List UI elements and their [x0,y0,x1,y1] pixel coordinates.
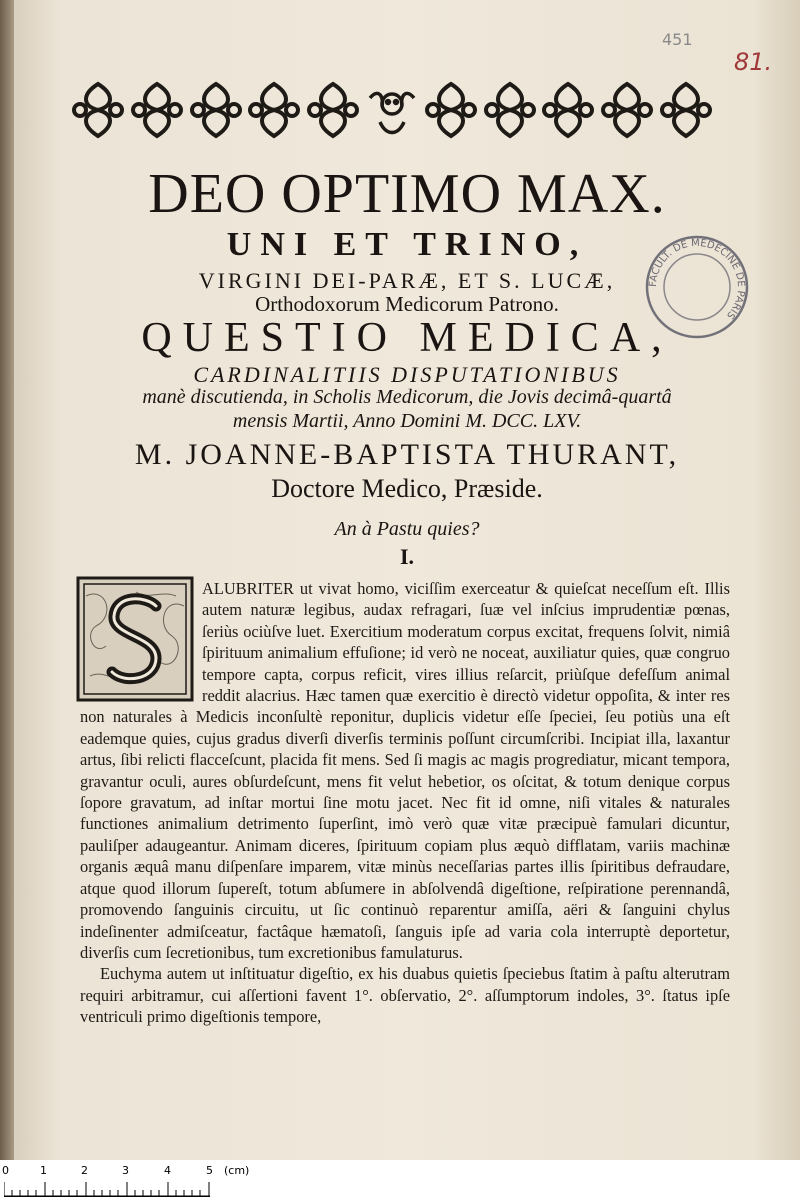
dedication-line-3: VIRGINI DEI-PARÆ, ET S. LUCÆ, [198,268,616,293]
scale-tick-label: 5 [206,1164,213,1177]
scale-tick-label: 0 [2,1164,9,1177]
praeses-name: M. JOANNE-BAPTISTA THURANT, [134,438,680,471]
stamp-text: FACULT. DE MEDECINE DE PARIS [647,237,747,321]
fleuron-icon [190,80,242,140]
shelfmark-note: 451 [662,30,693,49]
dropcap-space [80,578,202,703]
scale-ruler [4,1182,210,1197]
dedication-line-2: UNI ET TRINO, [226,226,588,263]
disputation-line: CARDINALITIIS DISPUTATIONIBUS [193,362,621,387]
praeses-title: Doctore Medico, Præside. [271,474,543,503]
paragraph-2: Euchyma autem ut inſtituatur digeſtio, ex his duabus quietis ſpeciebus ſtatim à paſtu alterutram requiri arbitramur, cui aſſertioni favent 1°. obſervatio, 2°. aſſumptorum indoles, 3°. ſtatus ipſe ventriculi primo digeſtionis tempore, [80,964,730,1027]
cherub-head-icon [366,80,418,140]
scale-tick-label: 3 [122,1164,129,1177]
scale-unit: (cm) [224,1164,250,1177]
section-number: I. [399,544,415,569]
folio-number: 81. [734,48,773,76]
book-spine-edge [0,0,14,1160]
body-text [80,578,730,1028]
fleuron-icon [601,80,653,140]
fleuron-icon [542,80,594,140]
paragraph-1: ALUBRITER ut vivat homo, viciſſim exerceatur & quieſcat neceſſum eſt. Illis autem naturæ legibus, audax refragari, ſuæ vel inſcius imprudentiæ pœnas, ſeriùs ociùſve luet. Exercitium moderatum corpus excitat, frequens ſolvit, nimiâ ſpirituum animalium effuſione; id verò ne noceat, auxiliatur quies, quæ congruo tempore capta, corpus reficit, vires illius reſarcit, priùſque defeſſum animal reddit alacrius. Hæc tamen quæ exercitio è directò videtur oppoſita, & inter res non naturales à Medicis inconſultè reponitur, duplicis videtur eſſe ſpeciei, ſeu potiùs una eſt eademque quies, cujus gradus diverſi diverſis terminis poſſunt circumſcribi. Incipiat illa, laxantur artus, ſibi relicti flacceſcunt, placida fit mens. Sed ſi magis ac magis progrediatur, micant tempora, gravantur oculi, aures obſurdeſcunt, mens fit velut hebetior, os oſcitat, & totum denique corpus ſopore gravatum, ad inſtar mortui ſine motu jacet. Nec fit id omne, niſi vitales & naturales functiones animalium detrimento ſuperſint, imò verò quæ vitæ præcipuè famulari dicuntur, pauliſper adaugeantur. Animam diceres, ſpirituum copiam plus æquò difflatam, variis machinæ organis æquâ manu diſpenſare imparem, vitæ minùs neceſſarias partes illis ſpiritibus defraudare, atque quod illorum ſupereſt, totum abſumere in abſolvendâ digeſtione, reſpiratione perennandâ, promovendo ſanguinis circuitu, ut ſic continuò reparentur amiſſa, aëri & ſanguini chylus indeſinenter admiſceatur, factâque hæmatoſi, ſanguis ipſe ad varia cola interruptè deportetur, diverſis cum ſecretionibus, tum excretionibus famulaturus. [80,579,730,962]
fleuron-icon [660,80,712,140]
fleuron-icon [425,80,477,140]
date-line: mensis Martii, Anno Domini M. DCC. LXV. [232,410,582,432]
question-heading: QUESTIO MEDICA, [141,315,673,361]
scale-tick-label: 1 [40,1164,47,1177]
dedication-line-4: Orthodoxorum Medicorum Patrono. [255,292,559,316]
ornament-band [72,78,712,142]
thesis-question: An à Pastu quies? [334,518,480,540]
fleuron-icon [72,80,124,140]
scale-tick-label: 2 [81,1164,88,1177]
library-stamp [642,232,752,342]
fleuron-icon [307,80,359,140]
fleuron-icon [484,80,536,140]
venue-date-line: manè discutienda, in Scholis Medicorum, die Jovis decimâ-quartâ [142,386,672,408]
dedication-title: DEO OPTIMO MAX. [148,163,666,225]
fleuron-icon [248,80,300,140]
fleuron-icon [131,80,183,140]
document-page [14,0,800,1160]
measurement-scale [0,1160,800,1204]
scale-tick-label: 4 [164,1164,171,1177]
